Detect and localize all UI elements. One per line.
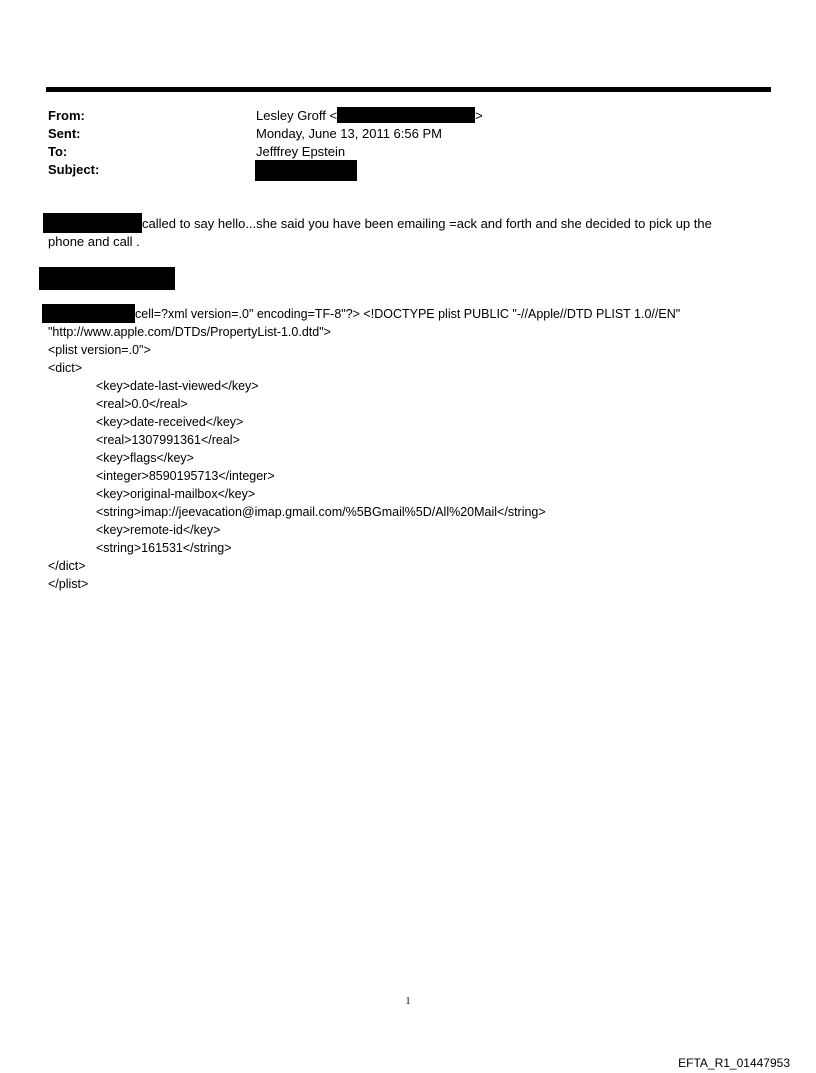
plist-line: <string>imap://jeevacation@imap.gmail.com/%5BGmail%5D/All%20Mail</string> <box>96 505 546 519</box>
body-name-redaction <box>43 213 142 233</box>
to-label: To: <box>48 144 68 159</box>
from-value <box>256 107 483 125</box>
subject-redaction <box>255 160 357 181</box>
body-line-2: phone and call . <box>48 234 140 249</box>
plist-line: <real>0.0</real> <box>96 397 188 411</box>
plist-line: <key>remote-id</key> <box>96 523 221 537</box>
from-name: Lesley Groff < <box>256 108 338 123</box>
from-label: From: <box>48 108 85 123</box>
plist-line: cell=?xml version=.0" encoding=TF-8"?> <!DOCTYPE plist PUBLIC "-//Apple//DTD PLIST 1.0//EN" <box>135 307 681 321</box>
plist-line: <dict> <box>48 361 83 375</box>
subject-label: Subject: <box>48 162 100 177</box>
signature-redaction <box>39 267 175 290</box>
to-value: Jefffrey Epstein <box>256 144 346 159</box>
plist-line: <key>date-received</key> <box>96 415 244 429</box>
from-close: > <box>475 108 483 123</box>
sent-label: Sent: <box>48 126 81 141</box>
plist-line: <key>date-last-viewed</key> <box>96 379 259 393</box>
plist-line: <integer>8590195713</integer> <box>96 469 275 483</box>
body-line-1: called to say hello...she said you have been emailing =ack and forth and she decided to pick up the <box>142 216 712 231</box>
document-id: EFTA_R1_01447953 <box>678 1056 790 1070</box>
plist-line: </dict> <box>48 559 86 573</box>
plist-line: "http://www.apple.com/DTDs/PropertyList-1.0.dtd"> <box>48 325 331 339</box>
header-rule <box>46 87 771 92</box>
from-email-redaction <box>337 107 475 123</box>
plist-line: <key>flags</key> <box>96 451 194 465</box>
plist-line: </plist> <box>48 577 89 591</box>
page-number: 1 <box>405 996 411 1007</box>
plist-line: <string>161531</string> <box>96 541 232 555</box>
sent-value: Monday, June 13, 2011 6:56 PM <box>256 126 442 141</box>
plist-line: <key>original-mailbox</key> <box>96 487 256 501</box>
plist-prefix-redaction <box>42 304 135 323</box>
plist-line: <real>1307991361</real> <box>96 433 240 447</box>
plist-line: <plist version=.0"> <box>48 343 151 357</box>
